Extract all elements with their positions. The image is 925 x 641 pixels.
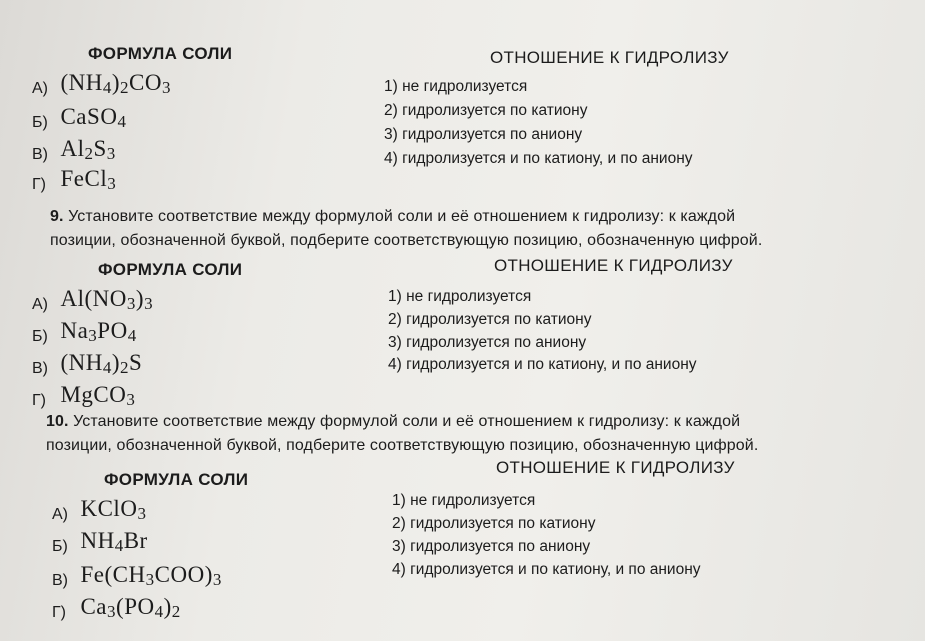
formula-row-a <box>32 70 171 102</box>
option-3: 3) гидролизуется по аниону <box>392 538 591 555</box>
task-number: 10. <box>46 413 69 430</box>
formula-row-g <box>32 166 116 198</box>
right-column-header: ОТНОШЕНИЕ К ГИДРОЛИЗУ <box>494 256 733 275</box>
formula-letter: Б) <box>32 114 48 131</box>
task-text-line-2: позиции, обозначенной буквой, подберите соответствующую позицию, обозначенную цифрой. <box>50 232 763 249</box>
formula: $NH_4Br$ <box>80 528 148 555</box>
formula-letter: Б) <box>52 538 68 555</box>
formula: $Ca_3(PO_4)_2$ <box>80 594 181 621</box>
formula: KClO$_3$ <box>80 496 147 523</box>
task-text-line-1: Установите соответствие между формулой соли и её отношением к гидролизу: к каждой <box>63 208 736 225</box>
formula-row-b <box>32 318 137 350</box>
formula: $Na_3PO_4$ <box>60 318 137 345</box>
formula: $(NH_4)_2S$ <box>60 350 143 377</box>
task-text-line-1: Установите соответствие между формулой соли и её отношением к гидролизу: к каждой <box>68 413 741 430</box>
formula: $(NH_4)_2CO_3$ <box>60 70 172 97</box>
formula-letter: А) <box>32 296 48 313</box>
task-number: 9. <box>50 208 64 225</box>
formula-letter: В) <box>32 146 48 163</box>
option-3: 3) гидролизуется по аниону <box>388 334 587 351</box>
option-1: 1) не гидролизуется <box>388 288 532 305</box>
formula: $Al_2S_3$ <box>60 136 116 163</box>
task-10-text <box>46 410 866 458</box>
option-4: 4) гидролизуется и по катиону, и по аниону <box>384 150 693 167</box>
formula-letter: В) <box>52 572 68 589</box>
formula-letter: Б) <box>32 328 48 345</box>
formula-letter: А) <box>32 80 48 97</box>
formula-row-v <box>32 350 142 382</box>
right-column-header: ОТНОШЕНИЕ К ГИДРОЛИЗУ <box>490 48 729 67</box>
option-4: 4) гидролизуется и по катиону, и по аниону <box>388 356 697 373</box>
task-9-text <box>50 205 870 253</box>
option-1: 1) не гидролизуется <box>392 492 536 509</box>
formula-letter: Г) <box>32 176 46 193</box>
option-2: 2) гидролизуется по катиону <box>384 102 588 119</box>
left-column-header: ФОРМУЛА СОЛИ <box>104 470 249 489</box>
formula-row-a <box>52 496 146 528</box>
option-3: 3) гидролизуется по аниону <box>384 126 583 143</box>
formula-letter: В) <box>32 360 48 377</box>
option-2: 2) гидролизуется по катиону <box>388 311 592 328</box>
option-1: 1) не гидролизуется <box>384 78 528 95</box>
option-4: 4) гидролизуется и по катиону, и по аниону <box>392 561 701 578</box>
left-column-header: ФОРМУЛА СОЛИ <box>88 44 233 63</box>
formula-row-g <box>52 594 181 626</box>
formula-row-v <box>32 136 116 168</box>
formula: CaSO$_4$ <box>60 104 127 131</box>
formula: $Fe(CH_3COO)_3$ <box>80 562 222 589</box>
right-column-header: ОТНОШЕНИЕ К ГИДРОЛИЗУ <box>496 458 735 477</box>
formula: $Al(NO_3)_3$ <box>60 286 154 313</box>
formula: FeCl$_3$ <box>60 166 117 193</box>
left-column-header: ФОРМУЛА СОЛИ <box>98 260 243 279</box>
formula-letter: Г) <box>52 604 66 621</box>
formula-row-b <box>32 104 126 136</box>
formula-row-a <box>32 286 153 318</box>
formula-row-b <box>52 528 148 560</box>
formula: MgCO$_3$ <box>60 382 136 409</box>
option-2: 2) гидролизуется по катиону <box>392 515 596 532</box>
task-text-line-2: позиции, обозначенной буквой, подберите соответствующую позицию, обозначенную цифрой. <box>46 437 759 454</box>
formula-letter: А) <box>52 506 68 523</box>
formula-row-v <box>52 562 222 594</box>
formula-letter: Г) <box>32 392 46 409</box>
